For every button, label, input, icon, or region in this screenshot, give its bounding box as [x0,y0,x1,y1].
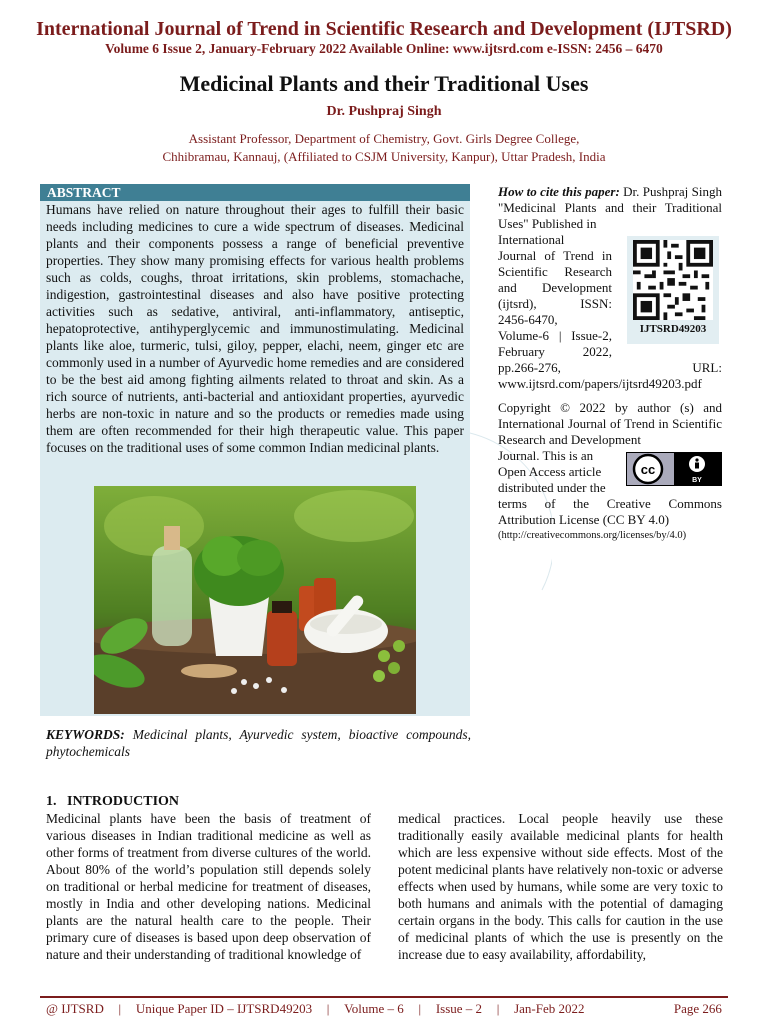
journal-title: International Journal of Trend in Scientific Research and Development (IJTSRD) [36,18,732,40]
abstract-text: Humans have relied on nature throughout their ages to fulfill their basic needs including medicines to cure a wide spectrum of diseases. Medicinal plants and their components possess a range of beneficial preventive properties. They show many promising effects for various health problems such as colds, coughs, throat irritations, skin problems, stomachache, indigestion, gastrointestinal diseases and also have positive protecting activities such as sedative, antiviral, anti-inflammatory, antiseptic, hepatoprotective, antihyperglycemic and immunostimulating. Medicinal plants like aloe, turmeric, tulsi, giloy, pepper, elachi, neem, ginger etc are commonly used in a number of Ayurvedic home remedies and are considered to be the best aid among fighting ailments related to throat and skin. As a rich source of nutrients, anti-bacterial and antioxidant properties, ayurvedic herbs are non-toxic in nature and so the products or remedies made using them are often recommended for their high therapeutic value. This paper focuses on the traditional uses of some common Indian medicinal plants. [46,202,464,455]
introduction-column-1: Medicinal plants have been the basis of treatment of various diseases in Indian traditional medicine as well as other forms of treatment from diverse cultures of the world. About 80% of the world’s population still depends solely on traditional or herbal medicine for treatment of diseases, mostly in India and other developing nations. Medicinal plants are the natural health care to the people. Their primary cure of diseases is based upon deep observation of nature and their understanding of traditional knowledge of [46,811,371,962]
footer-separator: | [496,1001,500,1016]
copyright-tail: terms of the Creative Commons Attribution License (CC BY 4.0) [498,496,722,527]
copyright-lead: Copyright © 2022 by author (s) and International Journal of Trend in Scientific Research and Development [498,400,722,447]
copyright-line: Open Access article [498,464,602,479]
footer-separator: | [118,1001,122,1016]
qr-code-panel [627,236,719,344]
footer-date: Jan-Feb 2022 [514,1001,585,1016]
citation-url[interactable]: www.ijtsrd.com/papers/ijtsrd49203.pdf [498,376,702,391]
citation-line: International [498,232,565,247]
abstract-heading: ABSTRACT [40,184,470,201]
footer-page-number: Page 266 [673,1001,722,1016]
paper-id-label: IJTSRD49203 [639,323,707,335]
footer-volume: Volume – 6 [344,1001,404,1016]
affiliation-line-1: Assistant Professor, Department of Chemistry, Govt. Girls Degree College, [188,131,580,146]
keywords-text: Medicinal plants, Ayurvedic system, bioactive compounds, phytochemicals [46,727,472,759]
qr-code-icon[interactable] [632,240,714,320]
footer-separator: | [326,1001,330,1016]
page-footer [46,1001,722,1017]
citation-url-label: URL: [692,360,722,375]
citation-lead [498,184,722,232]
cc-by-license-icon[interactable] [626,452,722,486]
citation-lead-text: Dr. Pushpraj Singh "Medicinal Plants and their Traditional Uses" Published in [498,184,722,231]
citation-pages: pp.266-276, [498,360,561,375]
citation-line: 2456-6470, [498,312,558,327]
footer-publisher: @ IJTSRD [46,1001,104,1016]
copyright-line: Journal. This is an [498,448,594,463]
introduction-heading: 1. INTRODUCTION [46,794,180,809]
citation-line: Journal of Trend in [498,248,612,263]
copyright-line: distributed under the [498,480,606,495]
footer-rule [40,996,728,998]
footer-separator: | [418,1001,422,1016]
citation-line: and Development [498,280,612,295]
cc-badge-text: BY [692,477,702,484]
citation-pages-line [498,360,722,376]
keywords-label: KEYWORDS: [46,727,125,742]
citation-line: (ijtsrd), ISSN: [498,296,612,311]
footer-paper-id: Unique Paper ID – IJTSRD49203 [135,1001,313,1016]
citation-line: Scientific Research [498,264,612,279]
citation-narrow [498,232,612,360]
license-url[interactable]: (http://creativecommons.org/licenses/by/4.0) [498,530,687,541]
citation-label: How to cite this paper: [498,184,620,199]
copyright-narrow [498,448,612,496]
svg-text:cc: cc [640,462,656,477]
citation-line: February 2022, [498,344,612,359]
paper-title: Medicinal Plants and their Traditional Uses [179,71,589,96]
keywords [46,726,471,760]
introduction-column-2: medical practices. Local people heavily use these traditionally easily available medicinal plants for health which are less expensive without side effects. Most of the potent medicinal plants have relatively non-toxic or adverse effects when used by humans, while some are very toxic to both humans and animals with the potential of damaging certain organs in the body. This calls for caution in the use of medicinal plants of which the use is presently on the increase due to easy availability, affordability, [398,811,723,962]
author-affiliation [0,130,768,166]
medicinal-plants-photo [94,486,416,714]
journal-issue-line: Volume 6 Issue 2, January-February 2022 Available Online: www.ijtsrd.com e-ISSN: 2456 – 6470 [105,41,663,56]
footer-issue: Issue – 2 [435,1001,483,1016]
affiliation-line-2: Chhibramau, Kannauj, (Affiliated to CSJM University, Kanpur), Uttar Pradesh, India [162,149,606,164]
author-name: Dr. Pushpraj Singh [326,104,442,119]
citation-line: Volume-6 | Issue-2, [498,328,612,343]
